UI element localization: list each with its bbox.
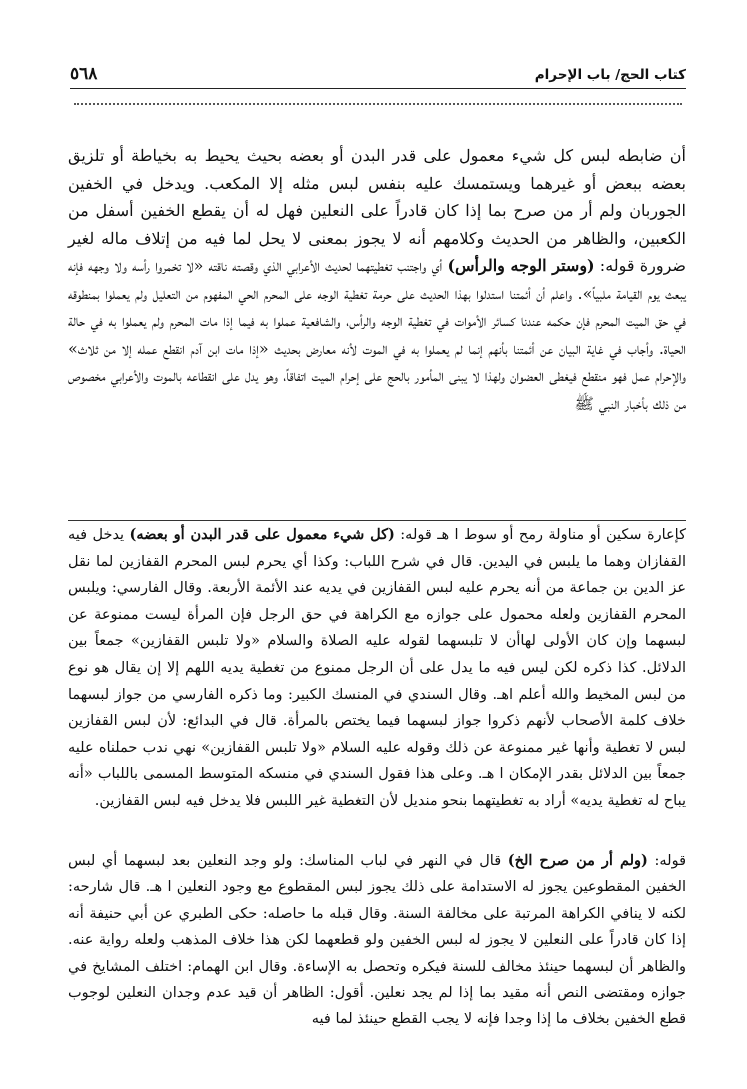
- note1-part2: يدخل فيه القفازان وهما ما يلبس في اليدين. قال في شرح اللباب: وكذا أي يحرم لبس المحرم القفازين لما نقل عز الدين بن جماعة من أنه يحرم عليه لبس القفازين في يديه عند الأئمة الأربعة. وقال الفارسي: ويلبس المحرم القفازين ولعله محمول على جوازه مع الكراهة في حق الرجل فإن المرأة ليست ممنوعة عن لبسهما وإن كان الأولى لهاأن لا تلبسهما لقوله عليه الصلاة والسلام «ولا تلبس القفازين» جمعاً بين الدلائل. كذا ذكره لكن ليس فيه ما يدل على أن الرجل ممنوع من تغطية يديه اللهم إلا إن يقال هو نوع من لبس المخيط والله أعلم اهـ. وقال السندي في المنسك الكبير: وما ذكره الفارسي من جواز لبسهما خلاف كلمة الأصحاب لأنهم ذكروا جواز لبسهما فيما يختص بالمرأة. قال في البدائع: لأن لبس القفازين لبس لا تغطية وأنها غير ممنوعة عن ذلك وقوله عليه السلام «ولا تلبس القفازين» نهي ندب حملناه عليه جمعاً بين الدلائل بقدر الإمكان ا هـ. وعلى هذا فقول السندي في منسكه المتوسط المسمى باللباب «أنه يباح له تغطية يديه» أراد به تغطيتهما بنحو منديل لأن التغطية غير اللبس فلا يدخل فيه لبس القفازين.: [68, 527, 686, 809]
- note2-paragraph: [68, 848, 686, 1033]
- main-text-block: [68, 142, 686, 417]
- note2-part2: قال في النهر في لباب المناسك: ولو وجد النعلين بعد لبسهما أي لبس الخفين المقطوعين يجوز له الاستدامة على ذلك يجوز لبس المقطوع مع وجود النعلين ا هـ. قال شارحه: لكنه لا ينافي الكراهة المرتبة على مخالفة السنة. وقال قبله ما حاصله: حكى الطبري عن أبي حنيفة أنه إذا كان قادراً على النعلين لا يجوز له لبس الخفين ولو قطعهما لكن هذا خلاف المذهب ولعله رواية عنه. والظاهر أن لبسهما حينئذ مخالف للسنة فيكره وتحصل به الإساءة. وقال ابن الهمام: اختلف المشايخ في جوازه ومقتضى النص أنه مقيد بما إذا لم يجد نعلين. أقول: الظاهر أن قيد عدم وجدان النعلين لوجوب قطع الخفين بخلاف ما إذا وجدا فإنه لا يجب القطع حينئذ لما فيه: [68, 853, 686, 1028]
- note1-part1: كإعارة سكين أو مناولة رمح أو سوط ا هـ قوله:: [394, 527, 686, 543]
- commentary-note-2: [68, 848, 686, 1033]
- main-text-quote: (وستر الوجه والرأس): [447, 256, 595, 275]
- note1-paragraph: [68, 522, 686, 815]
- note1-quote: (كل شيء معمول على قدر البدن أو بعضه): [129, 526, 395, 543]
- page-header: [70, 56, 686, 89]
- note2-part1: قوله:: [647, 853, 686, 869]
- running-title: كتاب الحج/ باب الإحرام: [534, 67, 686, 83]
- main-text-part2: أي واجتنب تغطيتهما لحديث الأعرابي الذي وقصته ناقته «لا تخمروا رأسه ولا وجهه فإنه يبعث يوم القيامة ملبياً». واعلم أن أئمتنا استدلوا بهذا الحديث على حرمة تغطية الوجه على المحرم الحي المفهوم من التعليل ولم يعملوا بمنطوقه في حق الميت المحرم فإن حكمه عندنا كسائر الأموات في تغطية الوجه والرأس، والشافعية عملوا به فيما إذا مات المحرم ولم يعملوا به في حالة الحياة. وأجاب في غاية البيان عن أئمتنا بأنهم إنما لم يعملوا به في الموت لأنه معارض بحديث «إذا مات ابن آدم انقطع عمله إلا من ثلاث» والإحرام عمل فهو منقطع فيغطى العضوان ولهذا لا يبنى المأمور بالحج على إحرام الميت اتفاقاً، وهو يدل على انقطاعه بالموت والأعرابي مخصوص من ذلك بأخبار النبي ﷺ: [68, 256, 687, 413]
- main-text-part1: أن ضابطه لبس كل شيء معمول على قدر البدن أو بعضه بحيث يحيط به بخياطة أو تلزيق بعضه ببعض أو غيرهما ويستمسك عليه بنفس لبس مثله إلا المكعب. ويدخل في الخفين الجوربان ولم أر من صرح بما إذا كان قادراً على النعلين فهل له أن يقطع الخفين أسفل من الكعبين، والظاهر من الحديث وكلامهم أنه لا يجوز بمعنى لا يحل لما فيه من إتلاف ماله لغير ضرورة قوله:: [68, 146, 687, 275]
- dotted-separator: [74, 99, 682, 105]
- main-paragraph: [68, 142, 686, 417]
- commentary-note-1: [68, 520, 686, 815]
- note2-quote: (ولم أر من صرح الخ): [507, 852, 648, 869]
- page-number: ٥٦٨: [70, 64, 98, 84]
